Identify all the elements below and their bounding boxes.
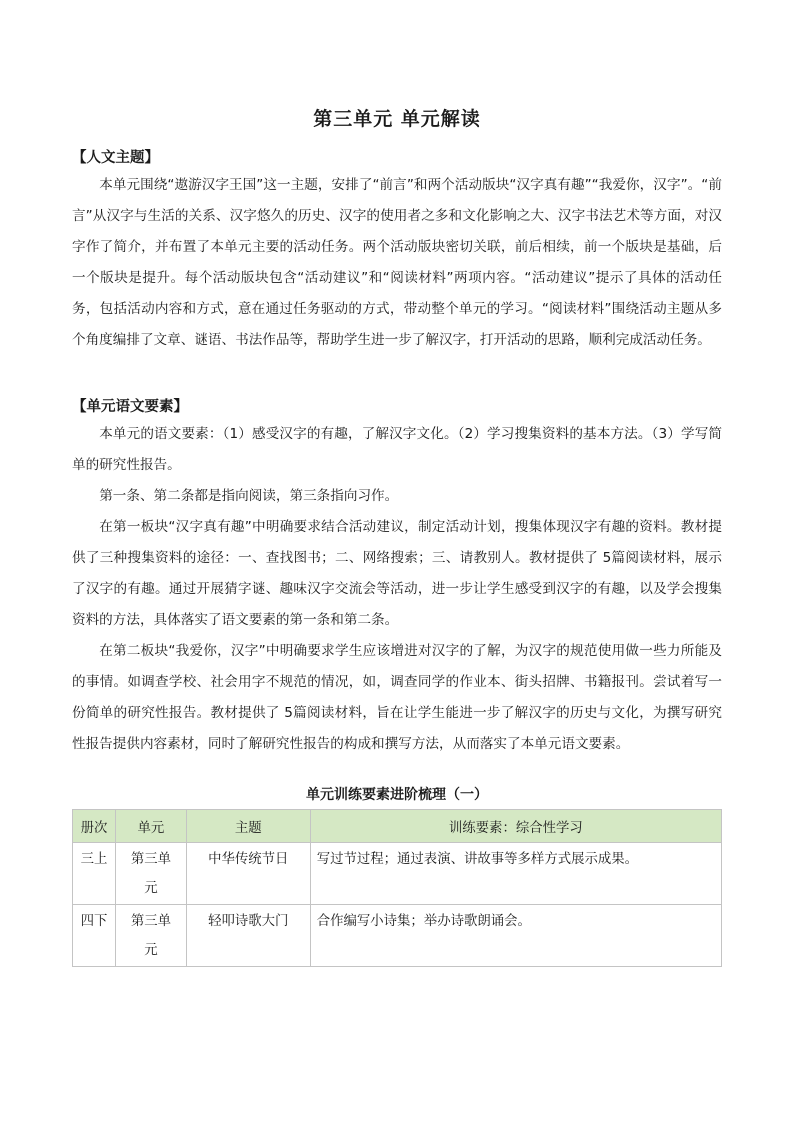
language-elements-paragraph-3: 在第一板块“汉字真有趣”中明确要求结合活动建议，制定活动计划，搜集体现汉字有趣的资料。教材提供了三种搜集资料的途径：一、查找图书；二、网络搜索；三、请教别人。教材提供了 5篇阅读材料，展示了汉字的有趣。通过开展猜字谜、趣味汉字交流会等活动，进一步让学生感受到汉字的有趣，以及学会搜集资料的方法，具体落实了语文要素的第一条和第二条。 [72,519,722,628]
header-volume: 册次 [73,810,116,843]
humanities-theme-paragraph: 本单元围绕“遨游汉字王国”这一主题，安排了“前言”和两个活动版块“汉字真有趣”“我爱你，汉字”。“前言”从汉字与生活的关系、汉字悠久的历史、汉字的使用者之多和文化影响之大、汉字书法艺术等方面，对汉字作了简介，并布置了本单元主要的活动任务。两个活动版块密切关联，前后相续，前一个版块是基础，后一个版块是提升。每个活动版块包含“活动建议”和“阅读材料”两项内容。“活动建议”提示了具体的活动任务，包括活动内容和方式，意在通过任务驱动的方式，带动整个单元的学习。“阅读材料”围绕活动主题从多个角度编排了文章、谜语、书法作品等，帮助学生进一步了解汉字，打开活动的思路，顺利完成活动任务。 [72,177,722,348]
section-heading-language-elements: 【单元语文要素】 [72,399,188,415]
section-heading-humanities-theme: 【人文主题】 [72,150,159,166]
language-elements-paragraph-1: 本单元的语文要素：（1）感受汉字的有趣，了解汉字文化。（2）学习搜集资料的基本方法。（3）学写简单的研究性报告。 [72,426,722,473]
header-unit: 单元 [115,810,186,843]
cell-theme: 轻叩诗歌大门 [186,905,310,967]
table-title: 单元训练要素进阶梳理（一） [306,787,488,803]
table-header-row [73,810,722,843]
cell-training-element: 写过节过程；通过表演、讲故事等多样方式展示成果。 [310,843,721,905]
header-theme: 主题 [186,810,310,843]
page-title: 第三单元 单元解读 [313,108,481,130]
cell-volume: 四下 [73,905,116,967]
training-elements-table [72,809,722,967]
cell-training-element: 合作编写小诗集；举办诗歌朗诵会。 [310,905,721,967]
language-elements-paragraph-2: 第一条、第二条都是指向阅读，第三条指向习作。 [99,488,399,504]
header-training-element: 训练要素：综合性学习 [310,810,721,843]
cell-volume: 三上 [73,843,116,905]
table-row [73,905,722,967]
cell-unit: 第三单元 [115,843,186,905]
table-row [73,843,722,905]
language-elements-paragraph-4: 在第二板块“我爱你，汉字”中明确要求学生应该增进对汉字的了解，为汉字的规范使用做一些力所能及的事情。如调查学校、社会用字不规范的情况，如，调查同学的作业本、街头招牌、书籍报刊。尝试着写一份简单的研究性报告。教材提供了 5篇阅读材料，旨在让学生能进一步了解汉字的历史与文化，为撰写研究性报告提供内容素材，同时了解研究性报告的构成和撰写方法，从而落实了本单元语文要素。 [72,643,722,752]
cell-unit: 第三单元 [115,905,186,967]
cell-theme: 中华传统节日 [186,843,310,905]
